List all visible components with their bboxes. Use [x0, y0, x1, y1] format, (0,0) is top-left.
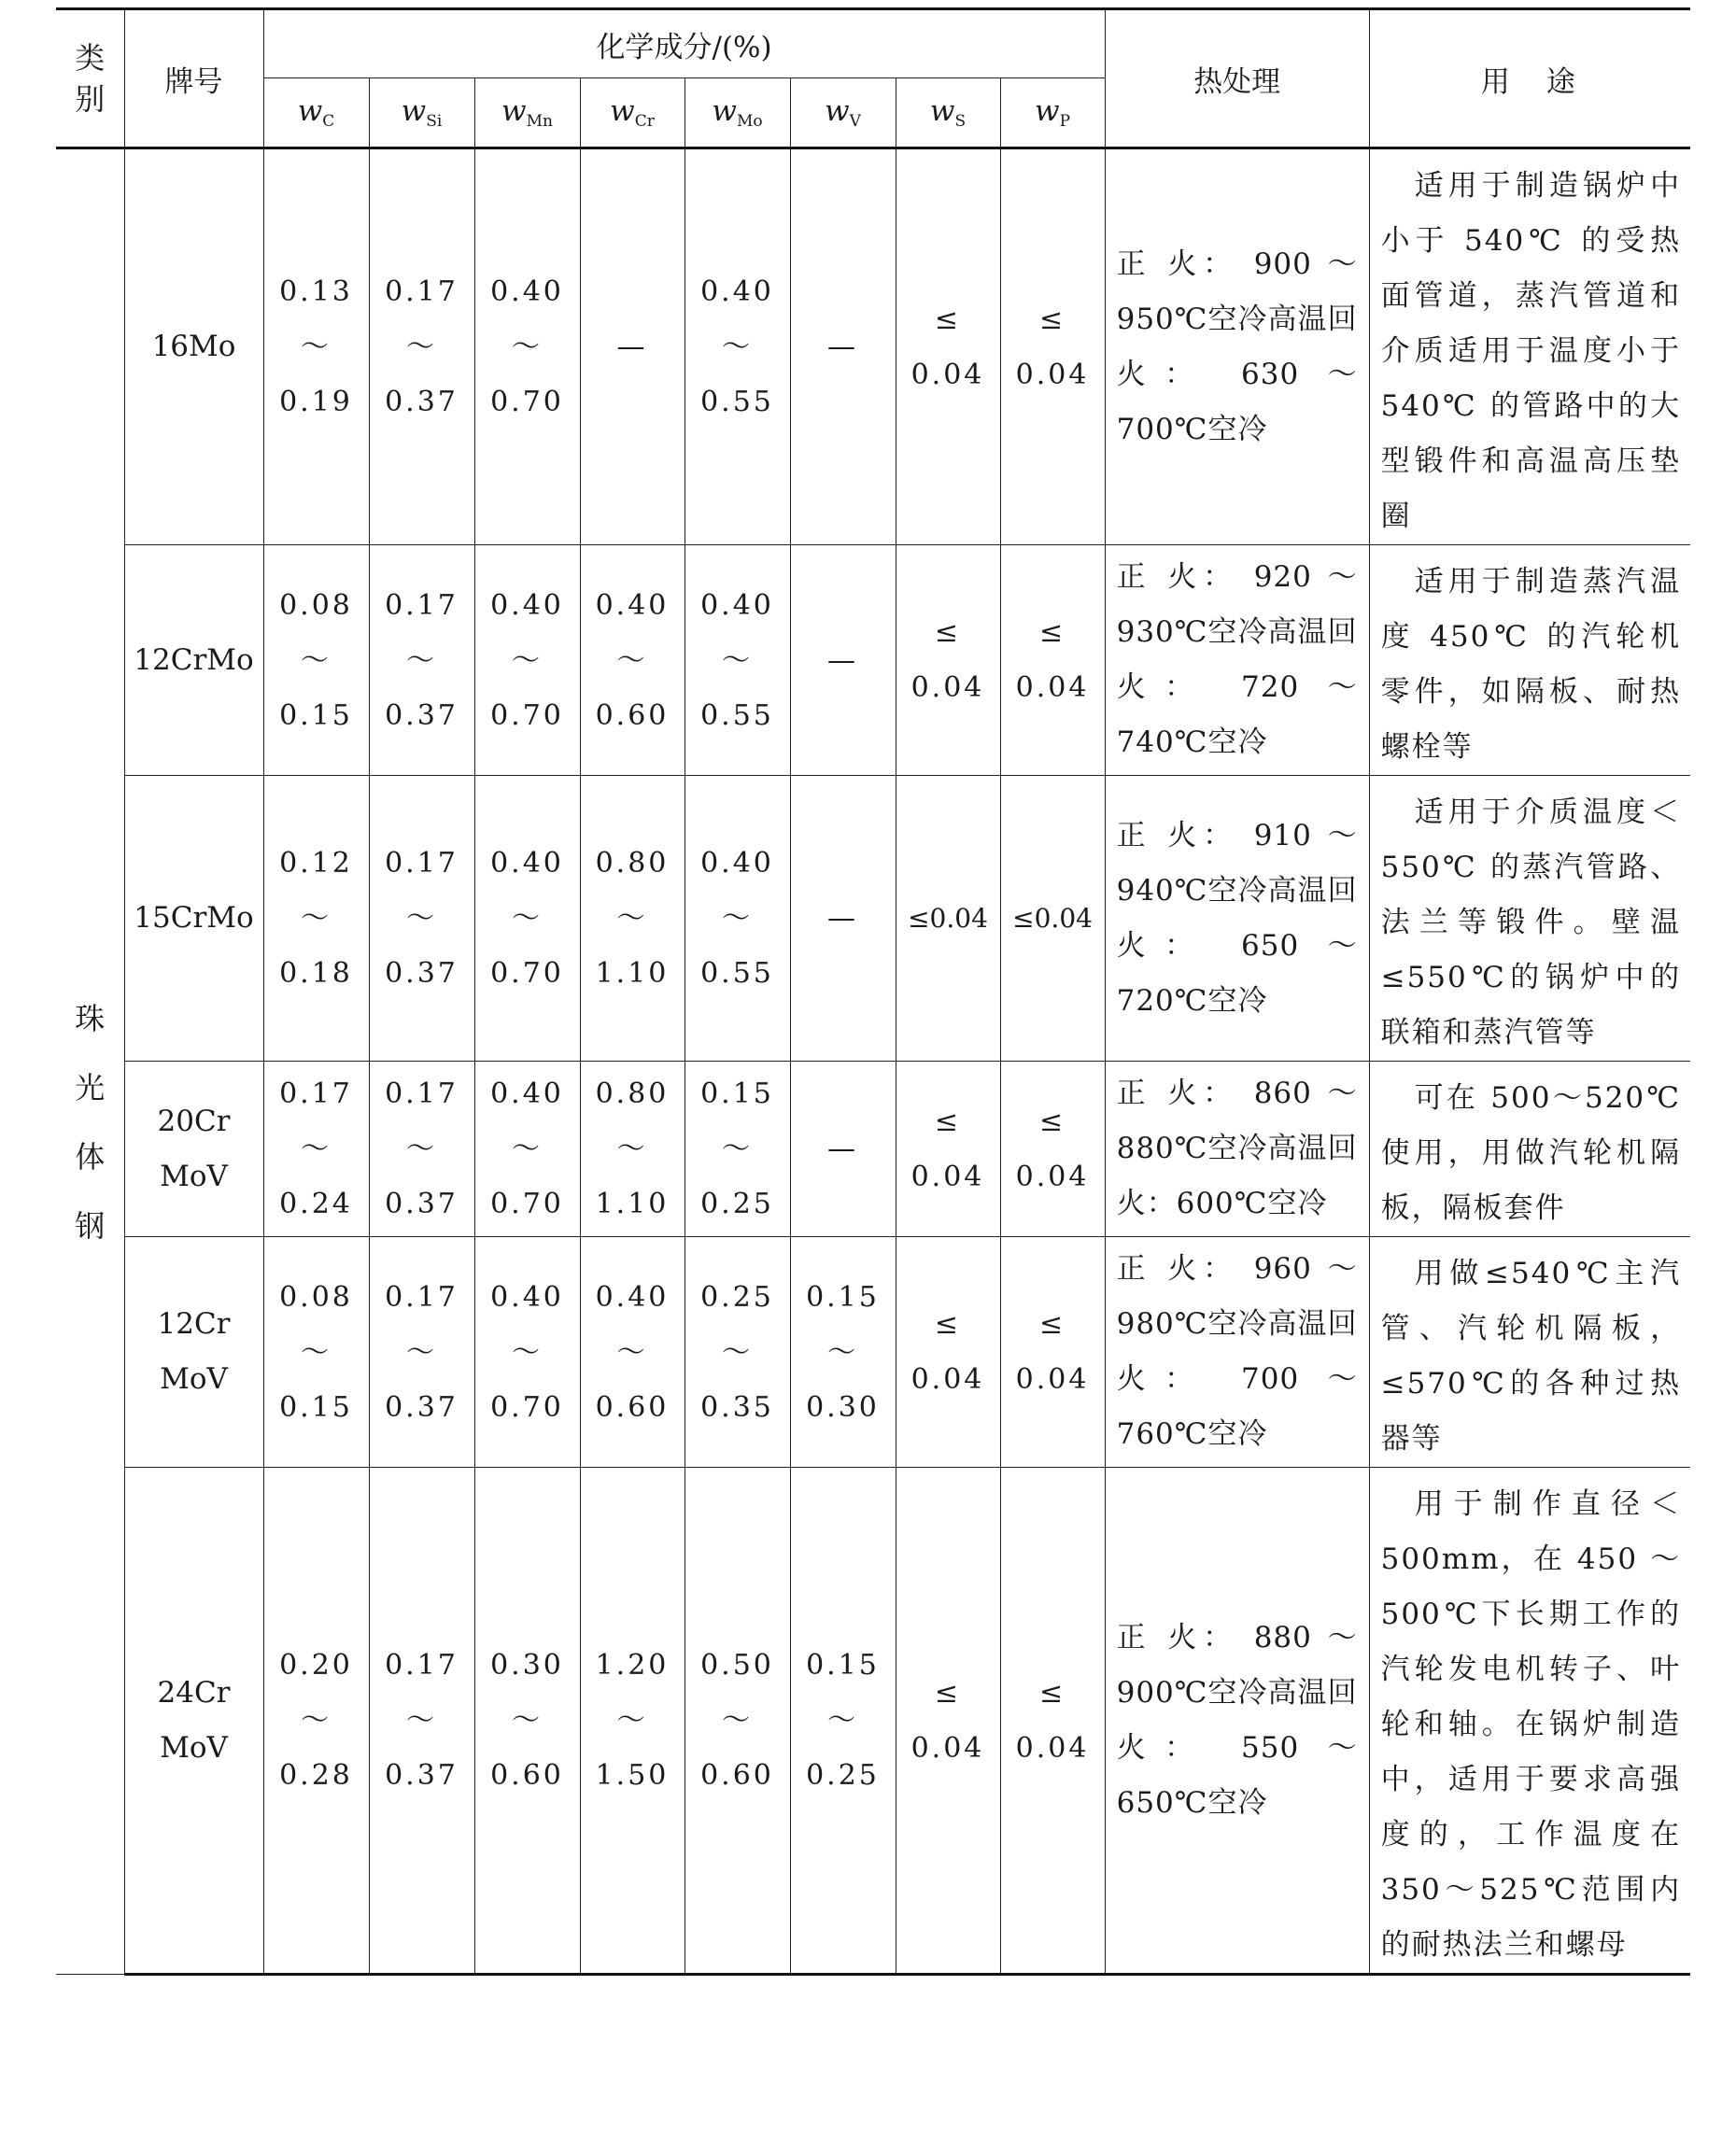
usage-text: 适用于制造锅炉中小于 540℃ 的受热面管道，蒸汽管道和介质适用于温度小于 540℃ 的管路中的大型锻件和高温高压垫圈: [1380, 169, 1682, 533]
table-row: [56, 148, 1690, 545]
composition-cell-p: [1000, 776, 1105, 1062]
header-element-p: [1000, 78, 1105, 148]
composition-value: ≤: [1038, 1676, 1066, 1710]
composition-value: 0.24: [279, 1188, 353, 1220]
composition-value: ～: [616, 1335, 648, 1369]
composition-value: 1.50: [595, 1759, 670, 1792]
composition-value: ～: [616, 1704, 648, 1737]
grade-text: 12Cr: [157, 1307, 231, 1341]
composition-cell-p: [1000, 1237, 1105, 1468]
composition-value: 0.37: [385, 957, 459, 990]
usage-text: 适用于制造蒸汽温度 450℃ 的汽轮机零件，如隔板、耐热螺栓等: [1380, 565, 1682, 764]
element-symbol: $w_C$: [297, 94, 335, 131]
composition-cell-v: [790, 1237, 896, 1468]
composition-value: 0.70: [490, 1390, 564, 1424]
composition-value: 0.55: [700, 957, 774, 990]
composition-value: 0.37: [385, 386, 459, 418]
composition-value: ～: [616, 1133, 648, 1165]
composition-value: 0.17: [385, 1077, 459, 1110]
composition-value: 0.17: [279, 1077, 353, 1110]
composition-value: 0.28: [279, 1759, 353, 1792]
composition-value: ≤0.04: [1012, 903, 1093, 934]
composition-value: 0.60: [595, 1390, 670, 1424]
header-element-v: [790, 78, 896, 148]
composition-value: 0.04: [1015, 358, 1090, 391]
element-subscript: V: [849, 112, 861, 131]
grade-text: 12CrMo: [134, 642, 254, 677]
composition-value: 0.04: [1015, 1160, 1090, 1193]
composition-value: 0.25: [806, 1759, 880, 1792]
composition-cell-si: [369, 1468, 474, 1975]
header-category: 类别: [56, 9, 124, 148]
composition-value: 0.40: [700, 588, 774, 622]
composition-value: ～: [512, 331, 543, 363]
element-symbol: $w_S$: [929, 94, 967, 131]
composition-cell-mn: [474, 1468, 580, 1975]
composition-value: ≤0.04: [908, 903, 988, 934]
composition-cell-mo: [685, 148, 790, 545]
composition-value: ～: [512, 902, 543, 935]
composition-value: 0.70: [490, 386, 564, 418]
composition-value: 0.04: [910, 671, 985, 704]
composition-cell-c: [263, 1237, 369, 1468]
usage-text: 可在 500～520℃使用，用做汽轮机隔板，隔板套件: [1380, 1081, 1682, 1225]
usage-cell: [1369, 545, 1690, 776]
composition-cell-s: [896, 1468, 1000, 1975]
composition-value: 0.15: [700, 1077, 774, 1110]
header-heat-treatment: 热处理: [1105, 9, 1369, 148]
composition-cell-cr: [580, 776, 685, 1062]
composition-value: 0.17: [385, 275, 459, 308]
grade-text: MoV: [160, 1362, 228, 1396]
composition-value: 0.12: [279, 847, 353, 880]
composition-cell-mn: [474, 1237, 580, 1468]
composition-value: ～: [616, 643, 648, 677]
composition-value: ≤: [1038, 303, 1066, 336]
table-row: [56, 1237, 1690, 1468]
composition-value: ≤: [934, 1676, 962, 1710]
composition-value: ～: [406, 1335, 437, 1369]
composition-value: ～: [722, 902, 753, 935]
composition-cell-s: [896, 1237, 1000, 1468]
composition-value: 0.70: [490, 698, 564, 732]
composition-value: ～: [512, 1335, 543, 1369]
composition-value: 0.70: [490, 1188, 564, 1220]
composition-value: ～: [722, 331, 753, 363]
composition-value: ≤: [934, 1308, 962, 1341]
header-composition: 化学成分/(%): [263, 9, 1105, 78]
heat-treatment-cell: 正 火： 900 ～ 950℃空冷高温回 火： 630 ～ 700℃空冷: [1105, 148, 1369, 545]
element-subscript: Mn: [526, 112, 553, 131]
composition-value: ～: [406, 1704, 437, 1737]
element-symbol: $w_{Si}$: [401, 94, 443, 131]
composition-value: ～: [406, 331, 437, 363]
element-subscript: P: [1059, 112, 1071, 131]
composition-value: 0.15: [279, 1390, 353, 1424]
composition-value: ≤: [1038, 1308, 1066, 1341]
element-symbol: $w_{Mo}$: [712, 94, 763, 131]
header-element-cr: [580, 78, 685, 148]
composition-cell-mn: [474, 545, 580, 776]
composition-value: 0.37: [385, 1188, 459, 1220]
composition-value: 0.18: [279, 957, 353, 990]
dash-value: —: [616, 331, 648, 363]
composition-cell-s: [896, 148, 1000, 545]
composition-cell-mn: [474, 776, 580, 1062]
usage-cell: [1369, 776, 1690, 1062]
heat-treatment-cell: 正 火： 880 ～ 900℃空冷高温回 火： 550 ～ 650℃空冷: [1105, 1468, 1369, 1975]
composition-cell-si: [369, 1062, 474, 1237]
composition-cell-mn: [474, 1062, 580, 1237]
composition-cell-s: [896, 1062, 1000, 1237]
composition-value: 0.08: [279, 588, 353, 622]
composition-cell-s: [896, 545, 1000, 776]
header-element-si: [369, 78, 474, 148]
element-symbol: $w_{Mn}$: [501, 94, 553, 131]
category-cell: [56, 148, 124, 1975]
composition-value: ≤: [1038, 616, 1066, 649]
heat-treatment-cell: 正 火： 960 ～ 980℃空冷高温回 火： 700 ～ 760℃空冷: [1105, 1237, 1369, 1468]
composition-value: 0.25: [700, 1188, 774, 1220]
element-subscript: Si: [426, 112, 443, 131]
composition-value: ～: [301, 1704, 332, 1737]
usage-cell: [1369, 1062, 1690, 1237]
composition-cell-v: [790, 1062, 896, 1237]
composition-cell-c: [263, 148, 369, 545]
composition-value: 0.70: [490, 957, 564, 990]
composition-value: 0.37: [385, 1759, 459, 1792]
composition-cell-v: [790, 545, 896, 776]
composition-value: ～: [512, 1133, 543, 1165]
usage-text: 适用于介质温度＜550℃ 的蒸汽管路、法兰等锻件。壁温≤550℃的锅炉中的联箱和蒸汽管等: [1380, 795, 1682, 1049]
composition-value: ≤: [934, 616, 962, 649]
composition-value: 0.40: [490, 1077, 564, 1110]
composition-value: 0.04: [1015, 671, 1090, 704]
element-symbol: $w_V$: [825, 94, 861, 131]
table-row: [56, 1062, 1690, 1237]
composition-cell-p: [1000, 148, 1105, 545]
composition-value: 0.17: [385, 1649, 459, 1682]
composition-cell-cr: [580, 148, 685, 545]
grade-cell: [124, 776, 263, 1062]
composition-value: 0.04: [910, 1731, 985, 1765]
composition-value: 0.40: [490, 847, 564, 880]
header-element-mn: [474, 78, 580, 148]
composition-value: 0.04: [910, 358, 985, 391]
composition-cell-si: [369, 148, 474, 545]
composition-cell-v: [790, 776, 896, 1062]
dash-value: —: [827, 902, 858, 935]
composition-value: 0.50: [700, 1649, 774, 1682]
composition-value: 0.17: [385, 1280, 459, 1314]
composition-cell-p: [1000, 1468, 1105, 1975]
heat-treatment-cell: 正 火： 910 ～ 940℃空冷高温回 火： 650 ～ 720℃空冷: [1105, 776, 1369, 1062]
composition-value: 0.80: [595, 1077, 670, 1110]
usage-cell: [1369, 1237, 1690, 1468]
header-usage: 用 途: [1369, 9, 1690, 148]
composition-cell-mo: [685, 776, 790, 1062]
composition-value: ～: [722, 1335, 753, 1369]
composition-cell-si: [369, 1237, 474, 1468]
composition-value: 0.15: [806, 1280, 880, 1314]
element-subscript: C: [322, 112, 335, 131]
heat-treatment-cell: 正 火： 920 ～ 930℃空冷高温回 火： 720 ～ 740℃空冷: [1105, 545, 1369, 776]
composition-value: 0.17: [385, 847, 459, 880]
composition-value: ～: [616, 902, 648, 935]
composition-value: ～: [722, 1704, 753, 1737]
composition-value: 0.37: [385, 1390, 459, 1424]
grade-cell: [124, 1237, 263, 1468]
composition-value: ～: [301, 1335, 332, 1369]
composition-cell-mo: [685, 545, 790, 776]
usage-cell: [1369, 148, 1690, 545]
composition-value: 0.60: [700, 1759, 774, 1792]
grade-text: MoV: [160, 1159, 228, 1193]
dash-value: —: [827, 643, 858, 677]
composition-cell-mn: [474, 148, 580, 545]
composition-value: ～: [301, 1133, 332, 1165]
element-symbol: $w_P$: [1035, 94, 1071, 131]
grade-text: MoV: [160, 1730, 228, 1765]
composition-value: 0.30: [806, 1390, 880, 1424]
composition-value: 0.35: [700, 1390, 774, 1424]
usage-text: 用于制作直径＜500mm，在 450 ～500℃下长期工作的汽轮发电机转子、叶轮和轴。在锅炉制造中，适用于要求高强度的，工作温度在350～525℃范围内的耐热法兰和螺母: [1380, 1487, 1682, 1962]
table-row: [56, 1468, 1690, 1975]
composition-value: 0.60: [595, 698, 670, 732]
usage-text: 用做≤540℃主汽管、汽轮机隔板，≤570℃的各种过热器等: [1380, 1257, 1682, 1456]
composition-value: ≤: [1038, 1105, 1066, 1138]
composition-value: ≤: [934, 1105, 962, 1138]
element-symbol: $w_{Cr}$: [610, 94, 655, 131]
composition-value: 0.55: [700, 386, 774, 418]
header-element-s: [896, 78, 1000, 148]
grade-cell: [124, 1468, 263, 1975]
composition-value: ～: [512, 1704, 543, 1737]
composition-cell-c: [263, 1468, 369, 1975]
composition-value: 0.17: [385, 588, 459, 622]
composition-value: 0.15: [806, 1649, 880, 1682]
grade-cell: [124, 1062, 263, 1237]
composition-value: 0.30: [490, 1649, 564, 1682]
composition-value: 0.40: [700, 275, 774, 308]
usage-cell: [1369, 1468, 1690, 1975]
composition-value: ～: [827, 1335, 858, 1369]
heat-treatment-cell: 正 火： 860 ～ 880℃空冷高温回火：600℃空冷: [1105, 1062, 1369, 1237]
composition-cell-si: [369, 545, 474, 776]
composition-cell-v: [790, 1468, 896, 1975]
grade-cell: [124, 545, 263, 776]
composition-value: ～: [406, 902, 437, 935]
composition-value: 1.20: [595, 1649, 670, 1682]
composition-value: 0.15: [279, 698, 353, 732]
composition-value: 1.10: [595, 1188, 670, 1220]
grade-text: 20Cr: [157, 1104, 231, 1138]
grade-cell: [124, 148, 263, 545]
category-label: 珠光体钢: [75, 1001, 106, 1244]
composition-value: ～: [512, 643, 543, 677]
composition-value: 0.25: [700, 1280, 774, 1314]
composition-value: 0.60: [490, 1759, 564, 1792]
composition-cell-mo: [685, 1468, 790, 1975]
composition-value: 1.10: [595, 957, 670, 990]
composition-value: 0.40: [490, 588, 564, 622]
composition-cell-cr: [580, 1468, 685, 1975]
composition-value: 0.55: [700, 698, 774, 732]
composition-value: ～: [722, 643, 753, 677]
composition-value: ≤: [934, 303, 962, 336]
composition-value: 0.37: [385, 698, 459, 732]
composition-cell-s: [896, 776, 1000, 1062]
composition-value: ～: [406, 1133, 437, 1165]
composition-value: 0.40: [490, 1280, 564, 1314]
dash-value: —: [827, 331, 858, 363]
header-grade: 牌号: [124, 9, 263, 148]
composition-cell-p: [1000, 1062, 1105, 1237]
grade-text: 15CrMo: [134, 901, 254, 935]
composition-cell-cr: [580, 545, 685, 776]
header-element-mo: [685, 78, 790, 148]
grade-text: 16Mo: [151, 330, 236, 363]
element-subscript: Mo: [736, 112, 763, 131]
composition-cell-c: [263, 776, 369, 1062]
composition-cell-c: [263, 545, 369, 776]
composition-value: 0.08: [279, 1280, 353, 1314]
composition-value: ～: [301, 331, 332, 363]
composition-value: 0.40: [700, 847, 774, 880]
composition-value: 0.40: [595, 588, 670, 622]
composition-cell-c: [263, 1062, 369, 1237]
composition-cell-cr: [580, 1237, 685, 1468]
composition-value: 0.19: [279, 386, 353, 418]
composition-cell-mo: [685, 1062, 790, 1237]
table-row: [56, 545, 1690, 776]
composition-value: ～: [301, 902, 332, 935]
composition-value: 0.04: [1015, 1731, 1090, 1765]
composition-value: 0.80: [595, 847, 670, 880]
composition-value: 0.04: [910, 1363, 985, 1396]
composition-value: 0.20: [279, 1649, 353, 1682]
composition-cell-mo: [685, 1237, 790, 1468]
composition-value: ～: [722, 1133, 753, 1165]
composition-cell-cr: [580, 1062, 685, 1237]
dash-value: —: [827, 1133, 858, 1165]
composition-cell-v: [790, 148, 896, 545]
composition-value: 0.13: [279, 275, 353, 308]
table-row: [56, 776, 1690, 1062]
composition-value: 0.40: [490, 275, 564, 308]
composition-value: 0.04: [910, 1160, 985, 1193]
steel-table-page: [56, 7, 1690, 1976]
element-subscript: S: [954, 112, 967, 131]
composition-value: ～: [406, 643, 437, 677]
composition-value: ～: [301, 643, 332, 677]
composition-value: ～: [827, 1704, 858, 1737]
element-subscript: Cr: [634, 112, 655, 131]
composition-value: 0.40: [595, 1280, 670, 1314]
composition-value: 0.04: [1015, 1363, 1090, 1396]
pearlitic-steel-table: [56, 7, 1690, 1976]
composition-cell-si: [369, 776, 474, 1062]
header-element-c: [263, 78, 369, 148]
grade-text: 24Cr: [157, 1675, 231, 1710]
composition-cell-p: [1000, 545, 1105, 776]
